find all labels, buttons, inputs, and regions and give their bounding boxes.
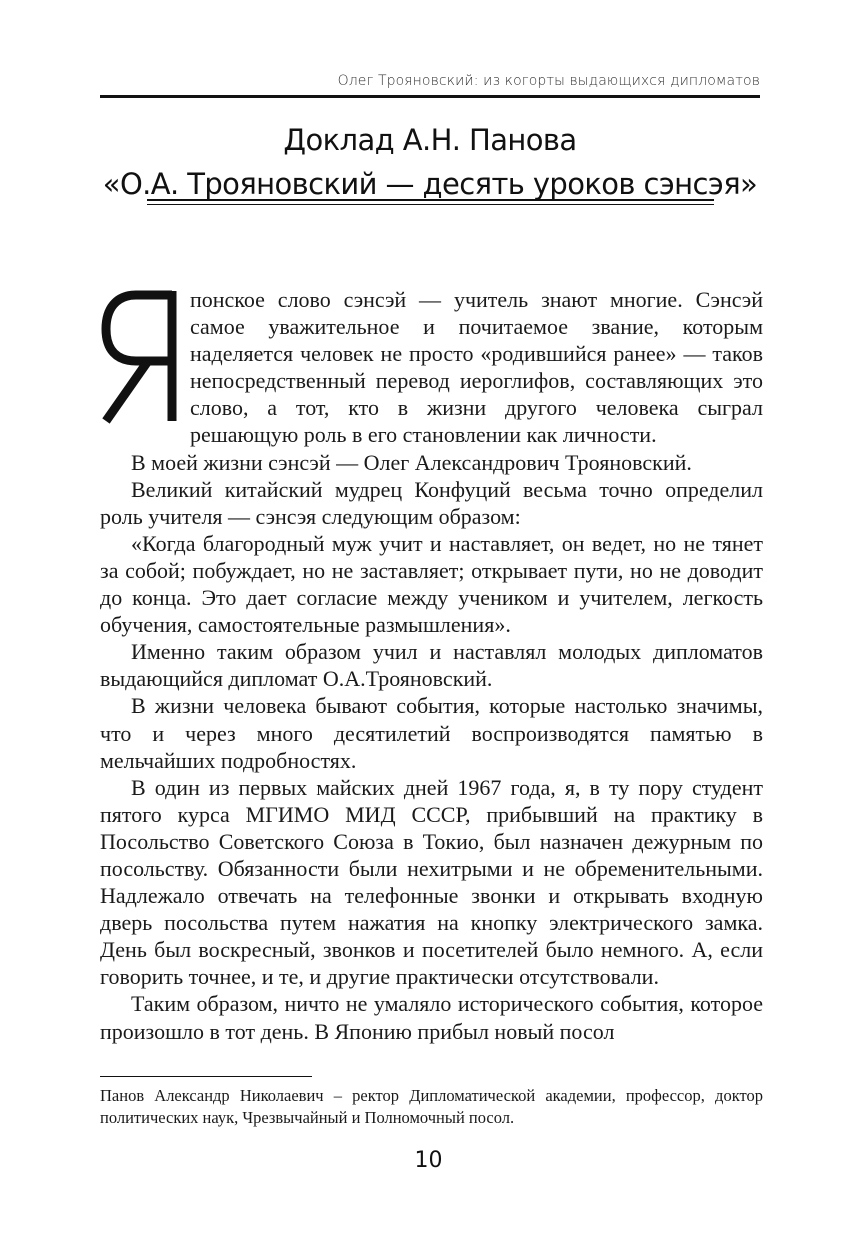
svg-text:Я: Я [100, 289, 101, 290]
title-rule [147, 199, 714, 205]
title-line-2: «О.А. Трояновский — десять уроков сэнсэя» [102, 167, 758, 201]
title-line-1: Доклад А.Н. Панова [283, 123, 577, 157]
paragraph: В один из первых майских дней 1967 года, я, в ту пору студент пятого курса МГИМО МИД СССР, прибывший на практику в Посольство Советского Союза в Токио, был назначен дежурным по посольству. Обязанности были нехитрыми и не обременительными. Надлежало отвечать на телефонные звонки и открывать входную дверь посольства путем нажатия на кнопку электрического замка. День был воскресный, звонков и посетителей было немного. А, если говорить точнее, и те, и другие практически отсутствовали. [100, 774, 763, 990]
paragraph-text: понское слово сэнсэй — учитель знают многие. Сэнсэй самое уважительное и почитаемое звание, которым наделяется человек не просто «родившийся ранее» — таков непосредственный перевод иероглифов, составляющих это слово, а тот, кто в жизни другого человека сыграл решающую роль в его становлении как личности. [190, 287, 763, 448]
chapter-title [100, 118, 760, 206]
running-header: Олег Трояновский: из когорты выдающихся дипломатов [337, 73, 760, 89]
paragraph: В жизни человека бывают события, которые настолько значимы, что и через много десятилетий воспроизводятся памятью в мельчайших подробностях. [100, 693, 763, 773]
header-rule [100, 95, 760, 98]
page-number: 10 [414, 1148, 443, 1173]
paragraph: Великий китайский мудрец Конфуций весьма точно определил роль учителя — сэнсэя следующим образом: [100, 476, 763, 529]
paragraph: Именно таким образом учил и наставлял молодых дипломатов выдающийся дипломат О.А.Трояновский. [100, 639, 763, 692]
paragraph: «Когда благородный муж учит и наставляет, он ведет, но не тянет за собой; побуждает, но не заставляет; открывает пути, но не доводит до конца. Это дает согласие между учеником и учителем, легкость обучения, самостоятельные размышления». [100, 530, 763, 638]
paragraph: Таким образом, ничто не умаляло исторического события, которое произошло в тот день. В Японию прибыл новый посол [100, 991, 763, 1044]
footnote: Панов Александр Николаевич – ректор Дипломатической академии, профессор, доктор политических наук, Чрезвычайный и Полномочный посол. [100, 1086, 763, 1127]
dropcap [100, 289, 180, 424]
footnote-rule [100, 1076, 312, 1077]
dropcap-glyph [100, 289, 180, 424]
paragraph [100, 286, 763, 449]
paragraph: В моей жизни сэнсэй — Олег Александрович Трояновский. [131, 449, 692, 475]
body-text [100, 286, 763, 1045]
